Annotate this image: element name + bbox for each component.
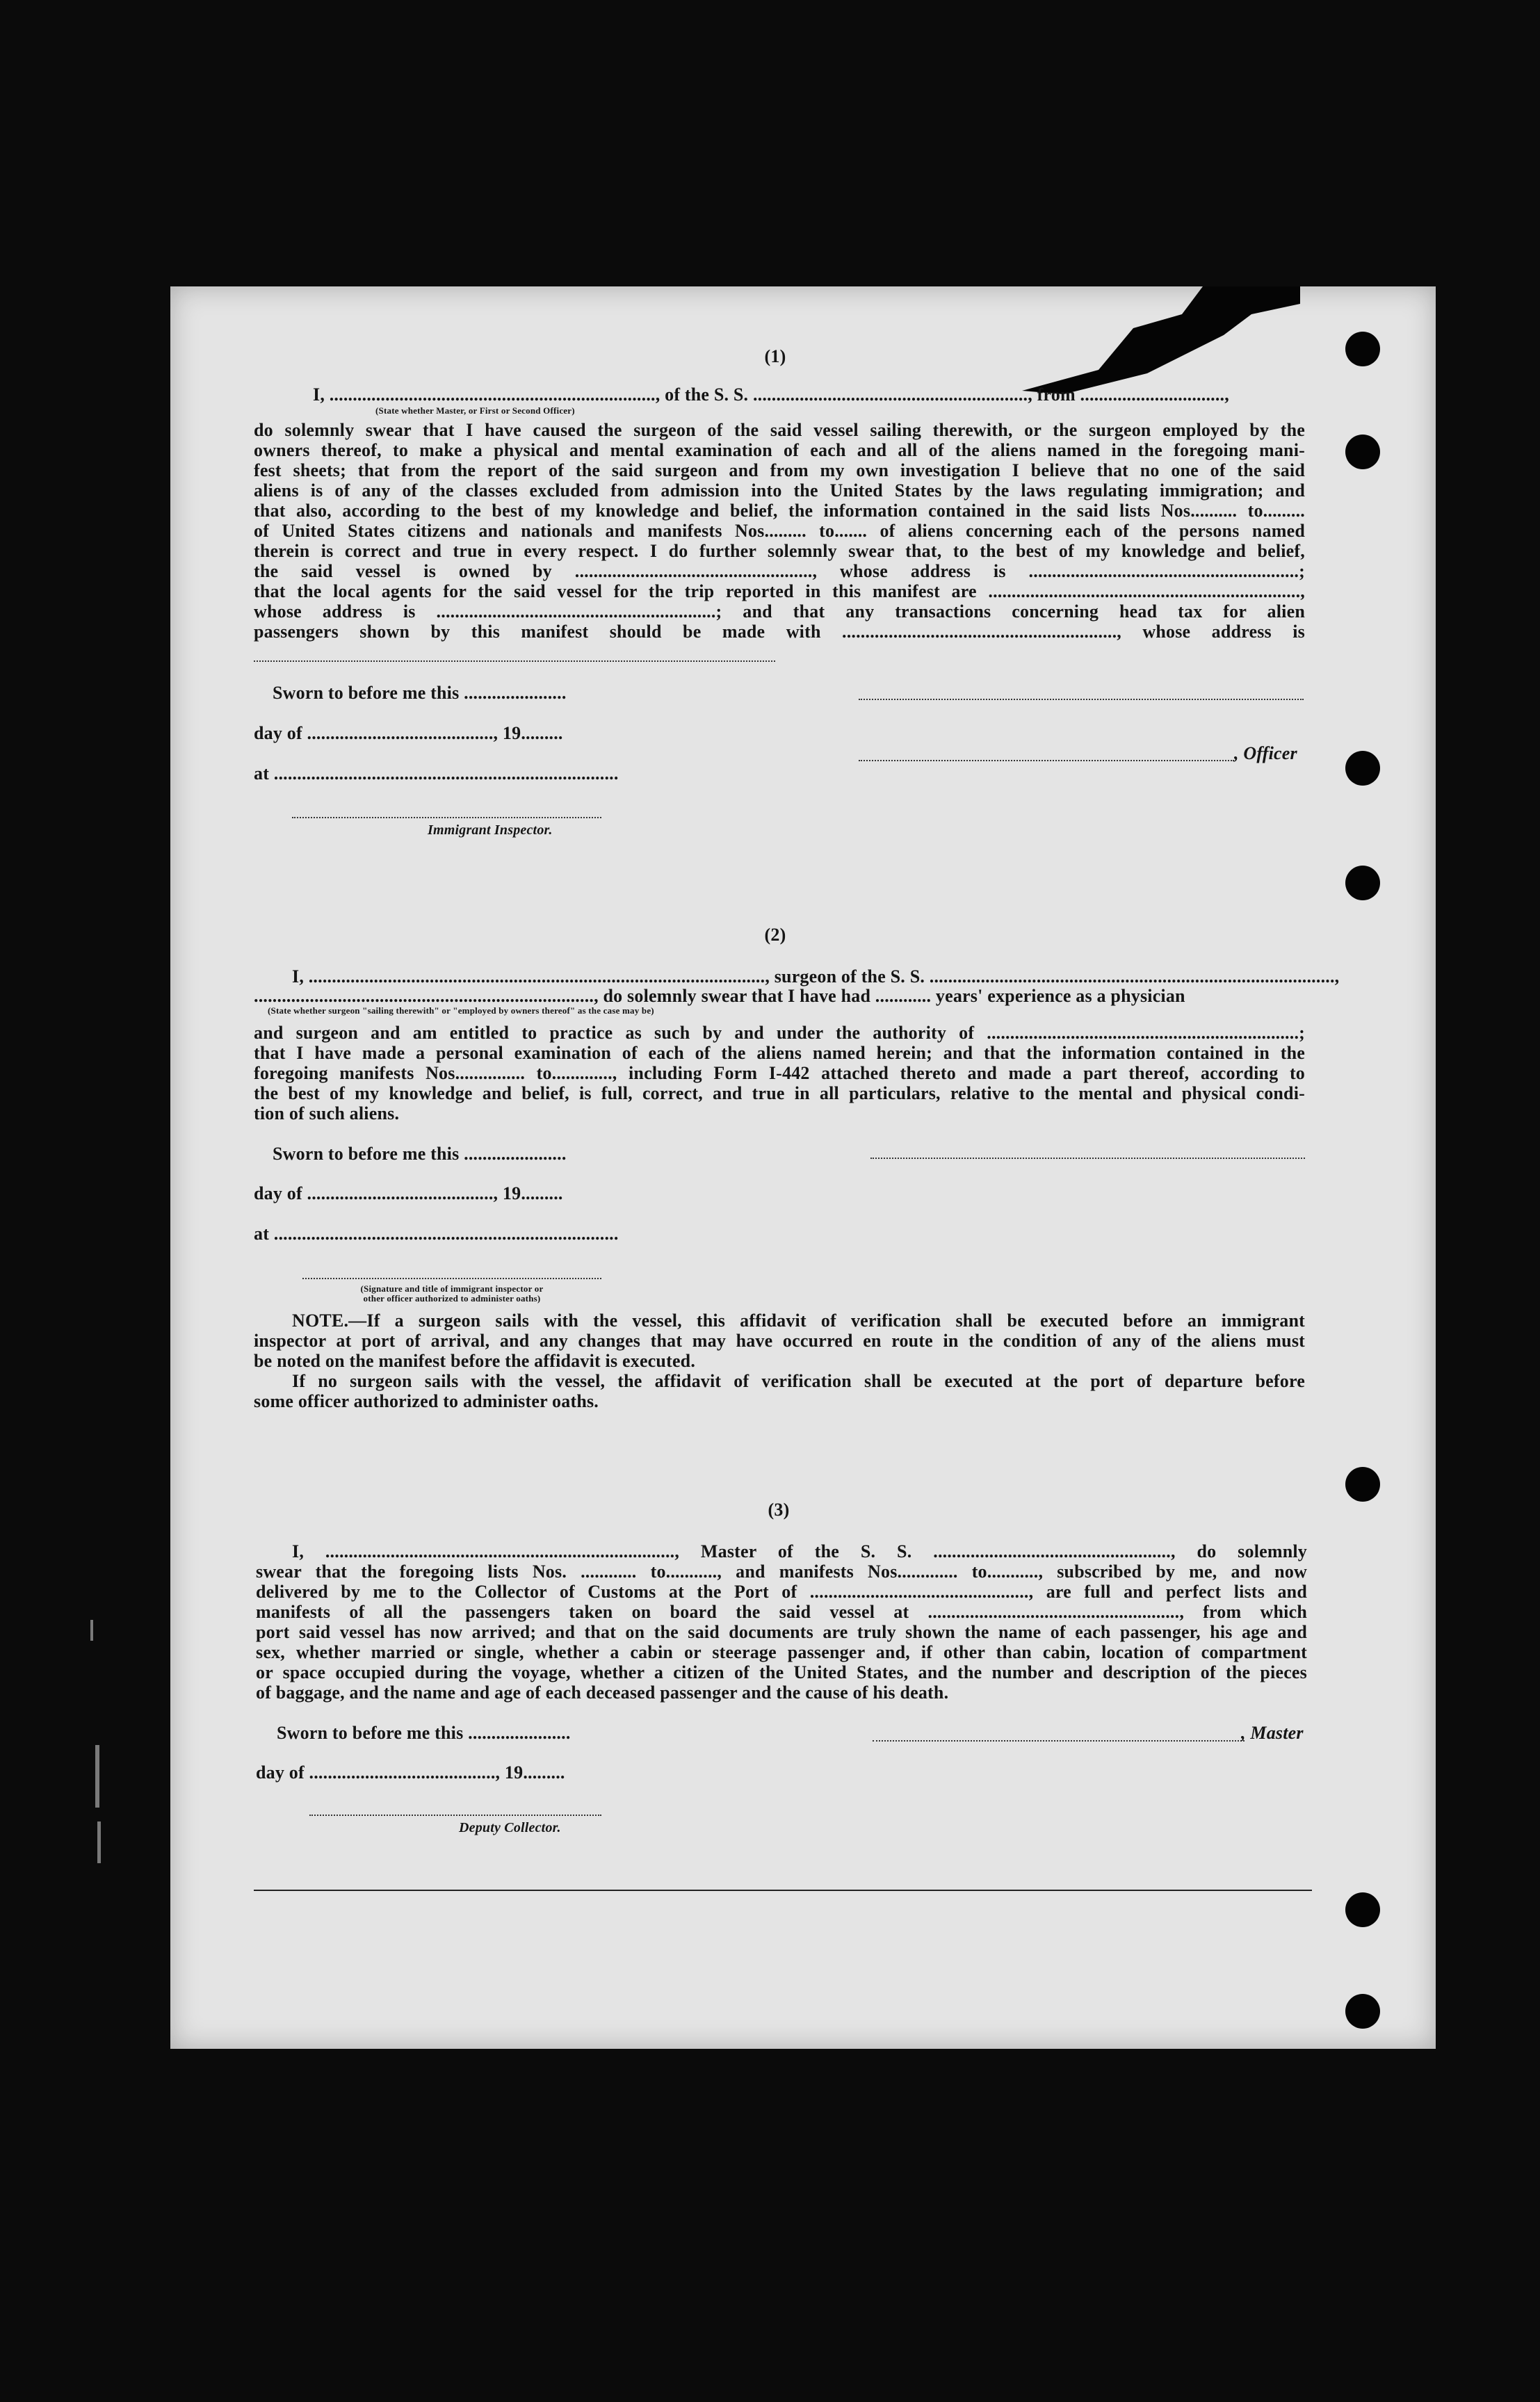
punch-hole	[1345, 751, 1380, 786]
punch-hole	[1345, 332, 1380, 366]
master-label: , Master	[1241, 1723, 1304, 1743]
section1-body-line: whose address is ............................................................; and that any transactions concerning head tax for alien	[254, 601, 1305, 622]
section2-body-line: that I have made a personal examination of each of the aliens named herein; and that the information contained in the	[254, 1043, 1305, 1063]
section3-body-line: manifests of all the passengers taken on board the said vessel at ......................................................, from which	[256, 1602, 1307, 1622]
section1-body-line: do solemnly swear that I have caused the surgeon of the said vessel sailing therewith, or the surgeon employed by the	[254, 420, 1305, 440]
section2-line1: I, .................................................................................................., surgeon of the S. S. .......................................................................................,	[292, 966, 1340, 987]
section2-day: day of ........................................, 19.........	[254, 1183, 563, 1203]
note-line: NOTE.—If a surgeon sails with the vessel, this affidavit of verification shall be executed before an immigrant	[292, 1310, 1305, 1331]
section1-sworn: Sworn to before me this ......................	[273, 683, 567, 703]
section1-body-line: aliens is of any of the classes excluded from admission into the United States by the laws regulating immigration; and	[254, 480, 1305, 501]
section2-at: at ..........................................................................	[254, 1224, 619, 1244]
inspector-signature-line-2	[302, 1278, 601, 1279]
section1-day: day of ........................................, 19.........	[254, 723, 563, 743]
punch-hole	[1345, 1467, 1380, 1502]
section3-body-line: sex, whether married or single, whether a cabin or steerage passenger and, if other than cabin, location of compartment	[256, 1642, 1307, 1662]
section1-body	[254, 420, 1305, 642]
section1-body-line: owners thereof, to make a physical and mental examination of each and all of the aliens named in the foregoing mani-	[254, 440, 1305, 460]
surgeon-signature-line	[870, 1158, 1305, 1159]
inspector-signature-line	[292, 817, 601, 818]
collector-label: Deputy Collector.	[459, 1820, 561, 1835]
note-line: inspector at port of arrival, and any changes that may have occurred en route in the condition of any of the aliens must	[254, 1331, 1305, 1351]
section1-line1: I, ......................................................................, of the S. S. ..........................................................., from ...............................,	[313, 384, 1229, 405]
section1-body-line: the said vessel is owned by ..................................................., whose address is ..........................................................;	[254, 561, 1305, 581]
collector-signature-line	[309, 1815, 601, 1816]
section1-body-line: that also, according to the best of my knowledge and belief, the information contained in the said lists Nos.......... to.........	[254, 501, 1305, 521]
scan-speck	[90, 1620, 93, 1641]
torn-corner	[1022, 286, 1300, 398]
section2-body-line: tion of such aliens.	[254, 1103, 400, 1123]
section1-body-line: of United States citizens and nationals and manifests Nos......... to....... of aliens concerning each of the persons named	[254, 521, 1305, 541]
section3-day: day of ........................................, 19.........	[256, 1762, 565, 1783]
note-line: be noted on the manifest before the affidavit is executed.	[254, 1351, 696, 1371]
officer-label: , Officer	[1234, 743, 1297, 763]
section2-body-line: and surgeon and am entitled to practice as such by and under the authority of ...................................................................;	[254, 1023, 1305, 1043]
inspector-label: Immigrant Inspector.	[428, 822, 553, 838]
section2-line2: ........................................................................., do solemnly swear that I have had ............ years' experience as a physician	[254, 986, 1185, 1006]
section2-note: (State whether surgeon "sailing therewith" or "employed by owners thereof" as the case may be)	[268, 1005, 654, 1016]
scan-speck	[97, 1821, 101, 1863]
section3-body-line: swear that the foregoing lists Nos. ............ to..........., and manifests Nos............. to..........., subscribed by me, and now	[256, 1561, 1307, 1582]
bottom-rule	[254, 1890, 1312, 1891]
section3-sworn: Sworn to before me this ......................	[277, 1723, 571, 1743]
punch-hole	[1345, 866, 1380, 900]
note-line: If no surgeon sails with the vessel, the affidavit of verification shall be executed at the port of departure before	[292, 1371, 1305, 1391]
section3-body-line: delivered by me to the Collector of Customs at the Port of ..............................................., are full and perfect lists and	[256, 1582, 1307, 1602]
section3-body-line: of baggage, and the name and age of each deceased passenger and the cause of his death.	[256, 1682, 949, 1703]
officer-signature-line-1	[859, 699, 1304, 700]
section1-body-line: fest sheets; that from the report of the said surgeon and from my own investigation I believe that no one of the said	[254, 460, 1305, 480]
note-paragraph	[254, 1310, 1305, 1411]
address-blank	[254, 660, 775, 662]
section1-body-line: that the local agents for the said vessel for the trip reported in this manifest are ...................................................................,	[254, 581, 1305, 601]
section1-heading: (1)	[764, 346, 786, 366]
section3-body-line: or space occupied during the voyage, whether a citizen of the United States, and the number and description of the pieces	[256, 1662, 1307, 1682]
signature-note-2: other officer authorized to administer oaths)	[363, 1293, 541, 1304]
master-signature-line	[873, 1740, 1245, 1742]
punch-hole	[1345, 435, 1380, 469]
officer-signature-line-2	[859, 760, 1234, 761]
section2-body-line: foregoing manifests Nos............... to............., including Form I-442 attached thereto and made a part thereof, according to	[254, 1063, 1305, 1083]
section1-at: at ..........................................................................	[254, 763, 619, 784]
note-line: some officer authorized to administer oaths.	[254, 1391, 599, 1411]
section3-body-line: port said vessel has now arrived; and that on the said documents are truly shown the name of each passenger, his age and	[256, 1622, 1307, 1642]
section2-body	[254, 1023, 1305, 1123]
signature-note-1: (Signature and title of immigrant inspector or	[360, 1283, 544, 1294]
section3-heading: (3)	[768, 1500, 790, 1520]
section1-note: (State whether Master, or First or Second Officer)	[375, 405, 575, 416]
section2-heading: (2)	[764, 925, 786, 945]
section1-body-line: passengers shown by this manifest should be made with ..........................................................., whose address is	[254, 622, 1305, 642]
section3-body	[256, 1541, 1307, 1703]
section2-sworn: Sworn to before me this ......................	[273, 1144, 567, 1164]
punch-hole	[1345, 1994, 1380, 2029]
punch-hole	[1345, 1892, 1380, 1927]
section1-body-line: therein is correct and true in every respect. I do further solemnly swear that, to the best of my knowledge and belief,	[254, 541, 1305, 561]
scan-speck	[95, 1745, 99, 1808]
section2-body-line: the best of my knowledge and belief, is full, correct, and true in all particulars, relative to the mental and physical condi-	[254, 1083, 1305, 1103]
section3-body-line: I, ..........................................................................., Master of the S. S. ..................................................., do solemnly	[292, 1541, 1307, 1561]
